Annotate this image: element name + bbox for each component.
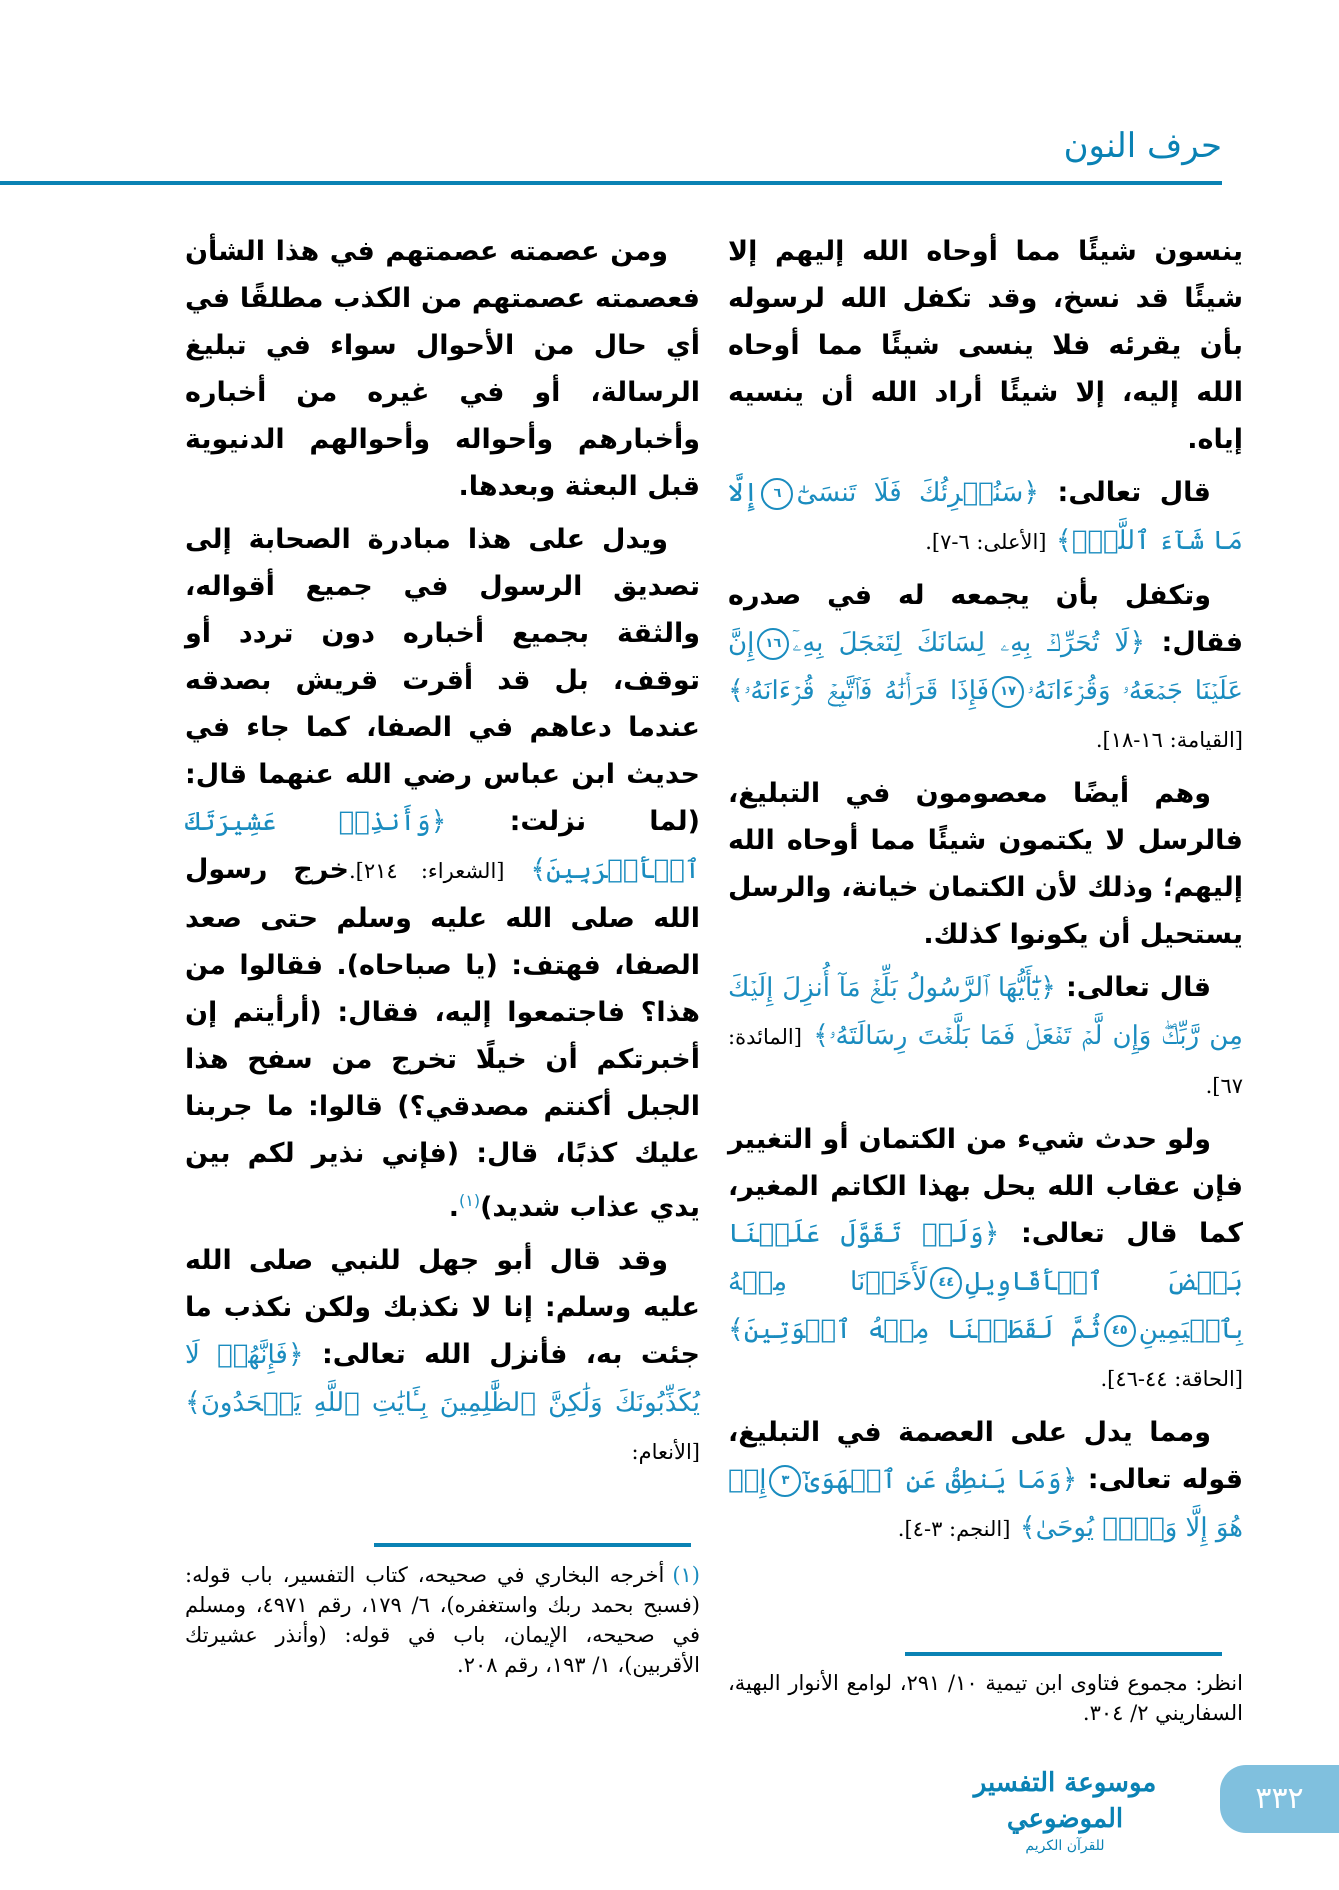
paragraph bbox=[728, 964, 1243, 1110]
logo-title: موسوعة التفسير الموضوعي bbox=[973, 1768, 1157, 1834]
ornament-close-icon: ﴾ bbox=[728, 675, 744, 706]
lead-text: قال تعالى: bbox=[1039, 477, 1211, 508]
quran-verse: وَلَوۡ تَقَوَّلَ عَلَيۡنَا بَعۡضَ ٱلۡأَقَاوِيلِ bbox=[728, 1219, 1243, 1297]
logo-subtitle: للقرآن الكريم bbox=[1025, 1838, 1105, 1854]
period: . bbox=[448, 1192, 459, 1223]
ornament-close-icon: ﴾ bbox=[728, 1314, 744, 1345]
paragraph bbox=[728, 1409, 1243, 1553]
quran-verse: وَأَنذِرۡ عَشِيرَتَكَ ٱلۡأَقۡرَبِينَ bbox=[185, 807, 700, 885]
ayah-marker-icon: ٤٥ bbox=[1104, 1315, 1136, 1347]
ayah-marker-icon: ٦ bbox=[761, 478, 793, 510]
footnote: انظر: مجموع فتاوى ابن تيمية ١٠/ ٢٩١، لوامع الأنوار البهية، السفاريني ٢/ ٣٠٤. bbox=[728, 1671, 1243, 1725]
chapter-title: حرف النون bbox=[1063, 126, 1222, 166]
footnote-number: (١) bbox=[672, 1563, 700, 1587]
quran-verse: لَأَخَذۡنَا مِنۡهُ بِٱلۡيَمِينِ bbox=[728, 1267, 1243, 1345]
quran-verse: سَنُقۡرِئُكَ فَلَا تَنسَىٰٓ bbox=[796, 478, 1024, 508]
ayah-marker-icon: ٣ bbox=[769, 1465, 801, 1497]
quran-verse: إِنۡ هُوَ إِلَّا وَحۡيٞ يُوحَىٰ bbox=[728, 1465, 1243, 1543]
ornament-close-icon: ﴾ bbox=[185, 1387, 201, 1418]
lead-text: ومما يدل على العصمة في التبليغ، قوله تعالى: bbox=[728, 1417, 1243, 1495]
verse-reference: [الحاقة: ٤٤-٤٦]. bbox=[1100, 1367, 1243, 1391]
paragraph bbox=[728, 469, 1243, 566]
lead-text: وتكفل بأن يجمعه له في صدره فقال: bbox=[728, 580, 1244, 658]
ornament-open-icon: ﴿ bbox=[1023, 477, 1040, 508]
verse-reference: [النجم: ٣-٤]. bbox=[897, 1517, 1011, 1541]
quran-verse: ثُمَّ لَقَطَعۡنَا مِنۡهُ ٱلۡوَتِينَ bbox=[743, 1315, 1101, 1345]
footnote-rule bbox=[374, 1543, 691, 1547]
ornament-open-icon: ﴿ bbox=[287, 1339, 304, 1370]
header-rule bbox=[0, 181, 1222, 185]
ayah-marker-icon: ١٦ bbox=[757, 628, 789, 660]
lead-text: وقد قال أبو جهل للنبي صلى الله عليه وسلم: إنا لا نكذبك ولكن نكذب ما جئت به، فأنزل الله تعالى: bbox=[185, 1245, 700, 1370]
ornament-open-icon: ﴿ bbox=[430, 806, 447, 837]
ornament-open-icon: ﴿ bbox=[1061, 1464, 1078, 1495]
verse-reference: [القيامة: ١٦-١٨]. bbox=[1095, 728, 1243, 752]
ornament-open-icon: ﴿ bbox=[1129, 627, 1146, 658]
ornament-open-icon: ﴿ bbox=[983, 1218, 1000, 1249]
paragraph bbox=[728, 1116, 1243, 1403]
verse-reference: [الأعلى: ٦-٧]. bbox=[925, 530, 1047, 554]
paragraph bbox=[185, 516, 700, 1231]
footnote-rule bbox=[905, 1652, 1222, 1656]
footnote bbox=[185, 1560, 700, 1680]
quran-verse: إِنَّ عَلَيۡنَا جَمۡعَهُۥ وَقُرۡءَانَهُۥ bbox=[728, 628, 1243, 706]
paragraph: ينسون شيئًا مما أوحاه الله إليهم إلا شيئًا قد نسخ، وقد تكفل الله لرسوله بأن يقرئه فلا ينسى شيئًا مما أوحاه الله إليه، إلا شيئًا أراد الله أن ينسيه إياه. bbox=[728, 236, 1243, 455]
quran-verse: فَإِذَا قَرَأۡنَٰهُ فَٱتَّبِعۡ قُرۡءَانَهُۥ bbox=[743, 676, 990, 706]
ayah-marker-icon: ٤٤ bbox=[930, 1267, 962, 1299]
book-logo bbox=[935, 1765, 1195, 1855]
verse-reference: [المائدة: ٦٧]. bbox=[728, 1025, 1243, 1098]
hadith-text: خرج رسول الله صلى الله عليه وسلم حتى صعد الصفا، فهتف: (يا صباحاه). فقالوا من هذا؟ فاجتمعوا إليه، فقال: (أرأيتم إن أخبرتكم أن خيلًا تخرج من سفح هذا الجبل أكنتم مصدقي؟) قالوا: ما جربنا عليك كذبًا، قال: (فإني نذير لكم بين يدي عذاب شديد) bbox=[185, 854, 700, 1223]
right-column bbox=[728, 228, 1243, 1559]
lead-text: ويدل على هذا مبادرة الصحابة إلى تصديق الرسول في جميع أقواله، والثقة بجميع أخباره دون تردد أو توقف، بل قد أقرت قريش بصدقه عندما دعاهم في الصفا، كما جاء في حديث ابن عباس رضي الله عنهما قال: (لما نزلت: bbox=[185, 524, 700, 837]
footnote-text: أخرجه البخاري في صحيحه، كتاب التفسير، باب قوله: (فسبح بحمد ربك واستغفره)، ٦/ ١٧٩، رقم ٤٩٧١، ومسلم في صحيحه، الإيمان، باب في قوله: (وأنذر عشيرتك الأقربين)، ١/ ١٩٣، رقم ٢٠٨. bbox=[185, 1563, 700, 1677]
left-column bbox=[185, 228, 700, 1482]
quran-verse: لَا تُحَرِّكۡ بِهِۦ لِسَانَكَ لِتَعۡجَلَ بِهِۦٓ bbox=[792, 628, 1130, 658]
lead-text: ولو حدث شيء من الكتمان أو التغيير فإن عقاب الله يحل بهذا الكاتم المغير، كما قال تعالى: bbox=[728, 1124, 1243, 1249]
quran-verse: إِلَّا مَا شَآءَ ٱللَّهُۚ bbox=[728, 478, 1243, 556]
footnote-marker[interactable]: (١) bbox=[458, 1191, 481, 1210]
ornament-close-icon: ﴾ bbox=[530, 854, 547, 885]
quran-verse: وَمَا يَنطِقُ عَنِ ٱلۡهَوَىٰٓ bbox=[804, 1465, 1062, 1495]
ayah-marker-icon: ١٧ bbox=[992, 676, 1024, 708]
lead-text: قال تعالى: bbox=[1056, 972, 1211, 1003]
verse-reference: [الأنعام: bbox=[631, 1440, 700, 1464]
quran-verse: فَإِنَّهُمۡ لَا يُكَذِّبُونَكَ وَلَٰكِنَّ ٱلظَّٰلِمِينَ بِـَٔايَٰتِ ٱللَّهِ يَجۡحَدُونَ bbox=[185, 1340, 700, 1418]
page-number-badge: ٣٣٢ bbox=[1220, 1765, 1339, 1833]
verse-reference: [الشعراء: ٢١٤]. bbox=[349, 859, 505, 883]
paragraph: ومن عصمته عصمتهم في هذا الشأن فعصمته عصمتهم من الكذب مطلقًا في أي حال من الأحوال سواء في تبليغ الرسالة، أو في غيره من أخباره وأخبارهم وأحواله وأحوالهم الدنيوية قبل البعثة وبعدها. bbox=[185, 236, 700, 502]
ornament-open-icon: ﴿ bbox=[1040, 972, 1056, 1003]
paragraph: وهم أيضًا معصومون في التبليغ، فالرسل لا يكتمون شيئًا مما أوحاه الله إليهم؛ وذلك لأن الكتمان خيانة، والرسل يستحيل أن يكونوا كذلك. bbox=[728, 778, 1243, 950]
ornament-close-icon: ﴾ bbox=[1055, 525, 1072, 556]
ornament-close-icon: ﴾ bbox=[813, 1020, 829, 1051]
ornament-close-icon: ﴾ bbox=[1019, 1512, 1036, 1543]
quran-verse: يَٰٓأَيُّهَا ٱلرَّسُولُ بَلِّغۡ مَآ أُنزِلَ إِلَيۡكَ مِن رَّبِّكَۖ وَإِن لَّمۡ تَفۡعَلۡ فَمَا بَلَّغۡتَ رِسَالَتَهُۥ bbox=[728, 973, 1243, 1051]
paragraph bbox=[728, 572, 1243, 764]
paragraph bbox=[185, 1237, 700, 1476]
